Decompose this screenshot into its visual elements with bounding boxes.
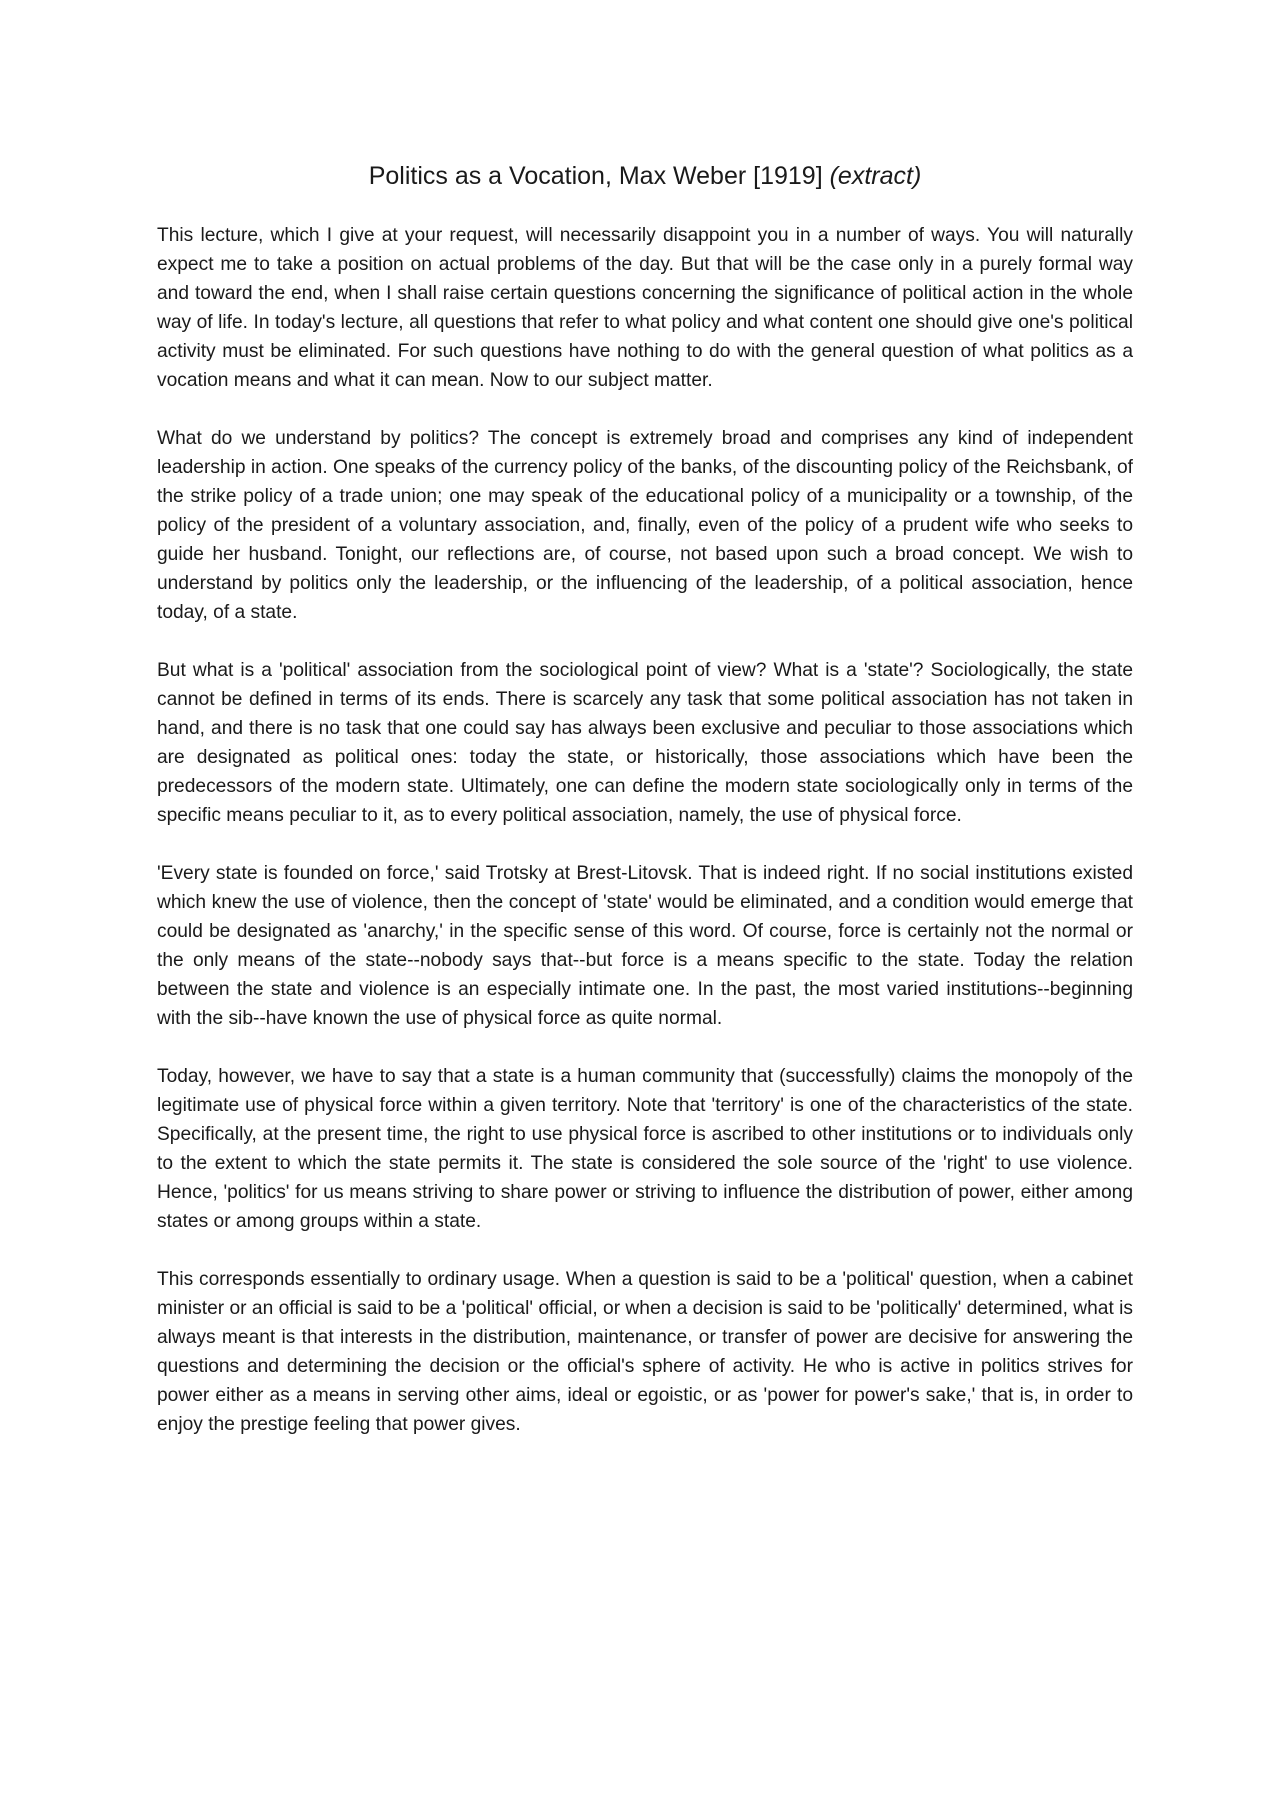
paragraph-2: What do we understand by politics? The concept is extremely broad and comprises any kind of independent leadership in action. One speaks of the currency policy of the banks, of the discounting policy of the Reichsbank, of the strike policy of a trade union; one may speak of the educational policy of a municipality or a township, of the policy of the president of a voluntary association, and, finally, even of the policy of a prudent wife who seeks to guide her husband. Tonight, our reflections are, of course, not based upon such a broad concept. We wish to understand by politics only the leadership, or the influencing of the leadership, of a political association, hence today, of a state. xyxy=(157,428,1133,623)
title-main: Politics as a Vocation, Max Weber [1919] xyxy=(368,162,823,190)
title-extract-note: (extract) xyxy=(829,162,922,190)
paragraph-5: Today, however, we have to say that a state is a human community that (successfully) claims the monopoly of the legitimate use of physical force within a given territory. Note that 'territory' is one of the characteristics of the state. Specifically, at the present time, the right to use physical force is ascribed to other institutions or to individuals only to the extent to which the state permits it. The state is considered the sole source of the 'right' to use violence. Hence, 'politics' for us means striving to share power or striving to influence the distribution of power, either among states or among groups within a state. xyxy=(157,1066,1133,1232)
document-page xyxy=(157,157,1133,1468)
paragraph-4: 'Every state is founded on force,' said Trotsky at Brest-Litovsk. That is indeed right. If no social institutions existed which knew the use of violence, then the concept of 'state' would be eliminated, and a condition would emerge that could be designated as 'anarchy,' in the specific sense of this word. Of course, force is certainly not the normal or the only means of the state--nobody says that--but force is a means specific to the state. Today the relation between the state and violence is an especially intimate one. In the past, the most varied institutions--beginning with the sib--have known the use of physical force as quite normal. xyxy=(157,863,1133,1029)
document-title xyxy=(157,157,1133,195)
paragraph-6: This corresponds essentially to ordinary usage. When a question is said to be a 'political' question, when a cabinet minister or an official is said to be a 'political' official, or when a decision is said to be 'politically' determined, what is always meant is that interests in the distribution, maintenance, or transfer of power are decisive for answering the questions and determining the decision or the official's sphere of activity. He who is active in politics strives for power either as a means in serving other aims, ideal or egoistic, or as 'power for power's sake,' that is, in order to enjoy the prestige feeling that power gives. xyxy=(157,1269,1133,1435)
paragraph-3: But what is a 'political' association from the sociological point of view? What is a 'state'? Sociologically, the state cannot be defined in terms of its ends. There is scarcely any task that some political association has not taken in hand, and there is no task that one could say has always been exclusive and peculiar to those associations which are designated as political ones: today the state, or historically, those associations which have been the predecessors of the modern state. Ultimately, one can define the modern state sociologically only in terms of the specific means peculiar to it, as to every political association, namely, the use of physical force. xyxy=(157,660,1133,826)
paragraph-1: This lecture, which I give at your request, will necessarily disappoint you in a number of ways. You will naturally expect me to take a position on actual problems of the day. But that will be the case only in a purely formal way and toward the end, when I shall raise certain questions concerning the significance of political action in the whole way of life. In today's lecture, all questions that refer to what policy and what content one should give one's political activity must be eliminated. For such questions have nothing to do with the general question of what politics as a vocation means and what it can mean. Now to our subject matter. xyxy=(157,225,1133,391)
